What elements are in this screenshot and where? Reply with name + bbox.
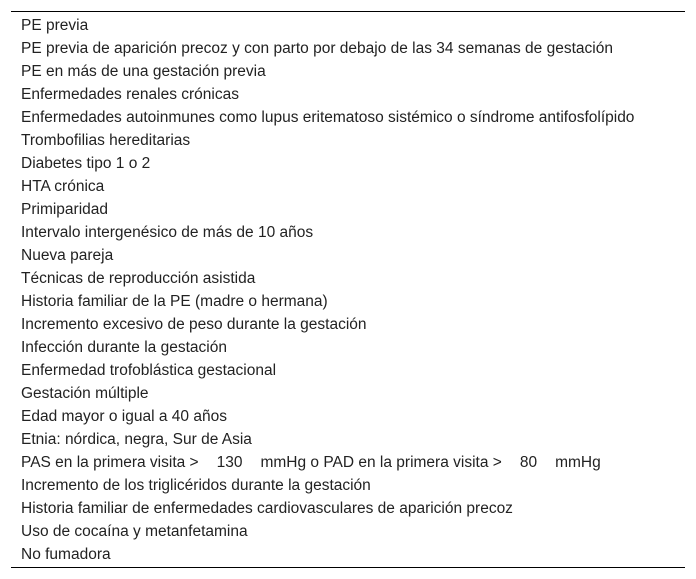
- pas-value: 130: [216, 454, 243, 471]
- risk-factor-row: Incremento de los triglicéridos durante la gestación: [21, 477, 371, 494]
- pad-value: 80: [519, 454, 538, 471]
- risk-factor-row: PE previa: [21, 17, 89, 34]
- blood-pressure-row: [21, 451, 634, 474]
- risk-factor-row: HTA crónica: [21, 178, 105, 195]
- risk-factor-row: Etnia: nórdica, negra, Sur de Asia: [21, 431, 252, 448]
- risk-factor-row: Historia familiar de enfermedades cardiovasculares de aparición precoz: [21, 500, 513, 517]
- risk-factor-list: [21, 14, 634, 566]
- risk-factor-row: Trombofilias hereditarias: [21, 132, 191, 149]
- risk-factor-row: Enfermedades renales crónicas: [21, 86, 239, 103]
- risk-factor-row: Intervalo intergenésico de más de 10 años: [21, 224, 314, 241]
- risk-factor-row: Enfermedad trofoblástica gestacional: [21, 362, 277, 379]
- pas-unit-pad-label: mmHg o PAD en la primera visita >: [260, 454, 502, 471]
- risk-factor-row: Infección durante la gestación: [21, 339, 227, 356]
- risk-factors-table: [11, 11, 685, 568]
- risk-factor-row: Uso de cocaína y metanfetamina: [21, 523, 248, 540]
- risk-factor-row: Historia familiar de la PE (madre o hermana): [21, 293, 328, 310]
- risk-factor-row: Técnicas de reproducción asistida: [21, 270, 256, 287]
- pas-label: PAS en la primera visita >: [21, 454, 199, 471]
- risk-factor-row: No fumadora: [21, 546, 111, 563]
- risk-factor-row: Nueva pareja: [21, 247, 114, 264]
- risk-factor-row: Enfermedades autoinmunes como lupus eritematoso sistémico o síndrome antifosfolípido: [21, 109, 635, 126]
- risk-factor-row: PE previa de aparición precoz y con parto por debajo de las 34 semanas de gestación: [21, 40, 613, 57]
- risk-factor-row: Gestación múltiple: [21, 385, 149, 402]
- risk-factor-row: Diabetes tipo 1 o 2: [21, 155, 151, 172]
- risk-factor-row: PE en más de una gestación previa: [21, 63, 266, 80]
- risk-factor-row: Incremento excesivo de peso durante la gestación: [21, 316, 367, 333]
- risk-factor-row: Primiparidad: [21, 201, 109, 218]
- risk-factor-row: Edad mayor o igual a 40 años: [21, 408, 227, 425]
- pad-unit: mmHg: [555, 454, 601, 471]
